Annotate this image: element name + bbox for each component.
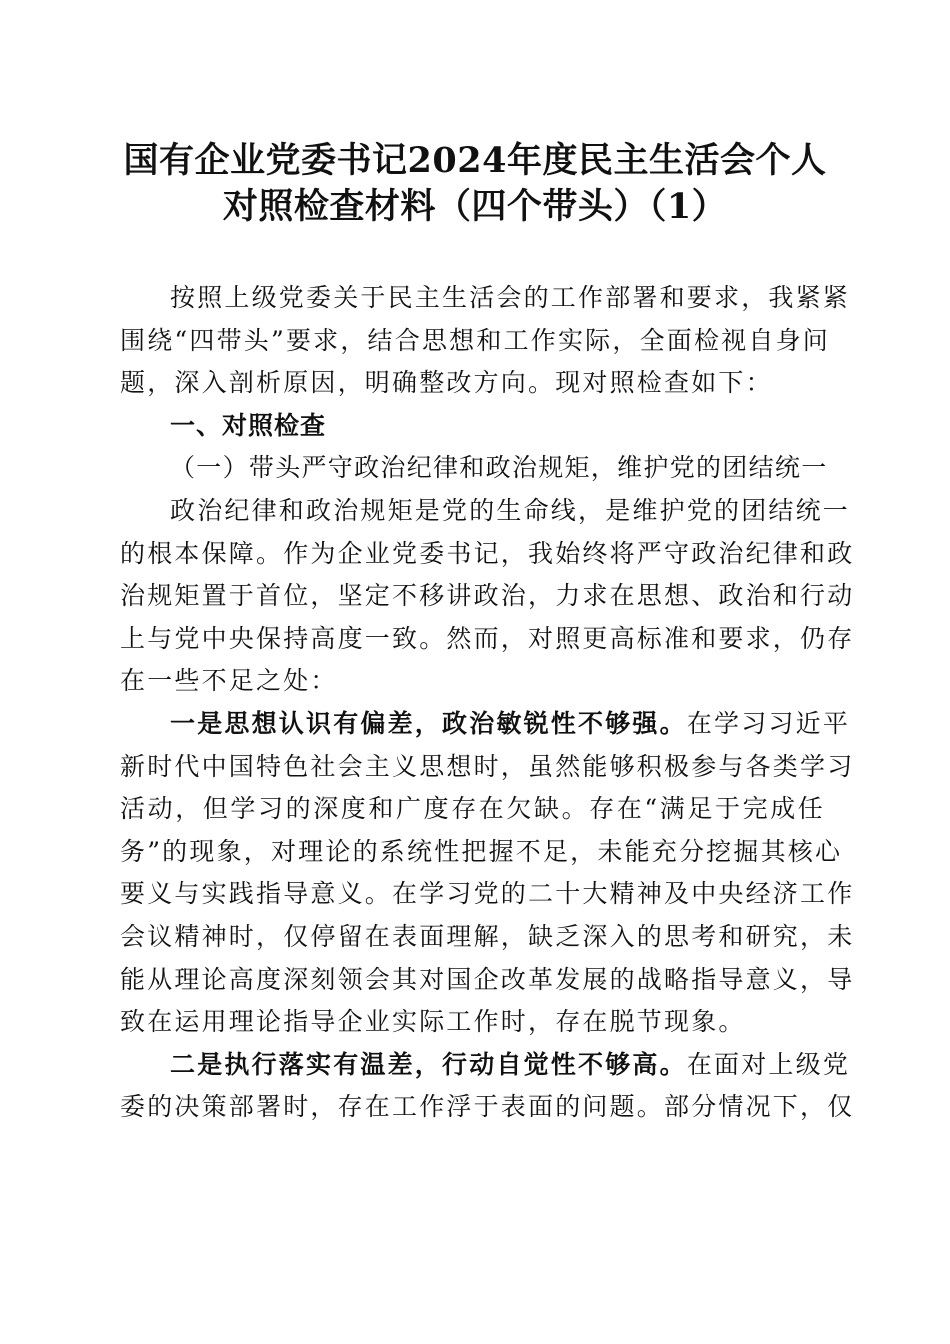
paragraph-line: 新时代中国特色社会主义思想时，虽然能够积极参与各类学习 — [120, 751, 855, 781]
paragraph-lead-line — [120, 1044, 851, 1087]
paragraph-line: 治规矩置于首位，坚定不移讲政治，力求在思想、政治和行动 — [120, 581, 855, 611]
paragraph-lead-rest: 在面对上级党 — [686, 1049, 851, 1079]
paragraph-line: 要义与实践指导意义。在学习党的二十大精神及中央经济工作 — [120, 879, 855, 909]
paragraph-line: 能从理论高度深刻领会其对国企改革发展的战略指导意义，导 — [120, 964, 855, 994]
title-line-1: 国有企业党委书记2024年度民主生活会个人 — [123, 140, 827, 181]
section-heading: 一、对照检查 — [170, 410, 327, 440]
title-line-2: 对照检查材料（四个带头）（1） — [222, 186, 728, 227]
intro-line: 题，深入剖析原因，明确整改方向。现对照检查如下： — [120, 368, 773, 398]
document-title — [60, 138, 890, 230]
paragraph-lead: 一是思想认识有偏差，政治敏锐性不够强。 — [170, 708, 687, 738]
paragraph-lead: 二是执行落实有温差，行动自觉性不够高。 — [170, 1049, 687, 1079]
paragraph-lead-line — [120, 703, 851, 746]
paragraph-line: 上与党中央保持高度一致。然而，对照更高标准和要求，仍存 — [120, 623, 855, 653]
paragraph-line: 务”的现象，对理论的系统性把握不足，未能充分挖掘其核心 — [120, 836, 843, 866]
paragraph-line: 在一些不足之处： — [120, 666, 338, 696]
document-body — [120, 277, 855, 1129]
paragraph-line: 致在运用理论指导企业实际工作时，存在脱节现象。 — [120, 1007, 746, 1037]
intro-line: 按照上级党委关于民主生活会的工作部署和要求，我紧紧 — [170, 283, 851, 312]
subsection-heading: （一）带头严守政治纪律和政治规矩，维护党的团结统一 — [170, 453, 828, 483]
paragraph-line: 政治纪律和政治规矩是党的生命线，是维护党的团结统一 — [170, 495, 851, 525]
paragraph-lead-rest: 在学习习近平 — [686, 708, 851, 738]
paragraph-line: 活动，但学习的深度和广度存在欠缺。存在“满足于完成任 — [120, 794, 825, 824]
paragraph-line: 的根本保障。作为企业党委书记，我始终将严守政治纪律和政 — [120, 538, 855, 568]
paragraph-line: 委的决策部署时，存在工作浮于表面的问题。部分情况下，仅 — [120, 1092, 855, 1122]
intro-line: 围绕“四带头”要求，结合思想和工作实际，全面检视自身问 — [120, 325, 830, 355]
paragraph-line: 会议精神时，仅停留在表面理解，缺乏深入的思考和研究，未 — [120, 921, 855, 951]
